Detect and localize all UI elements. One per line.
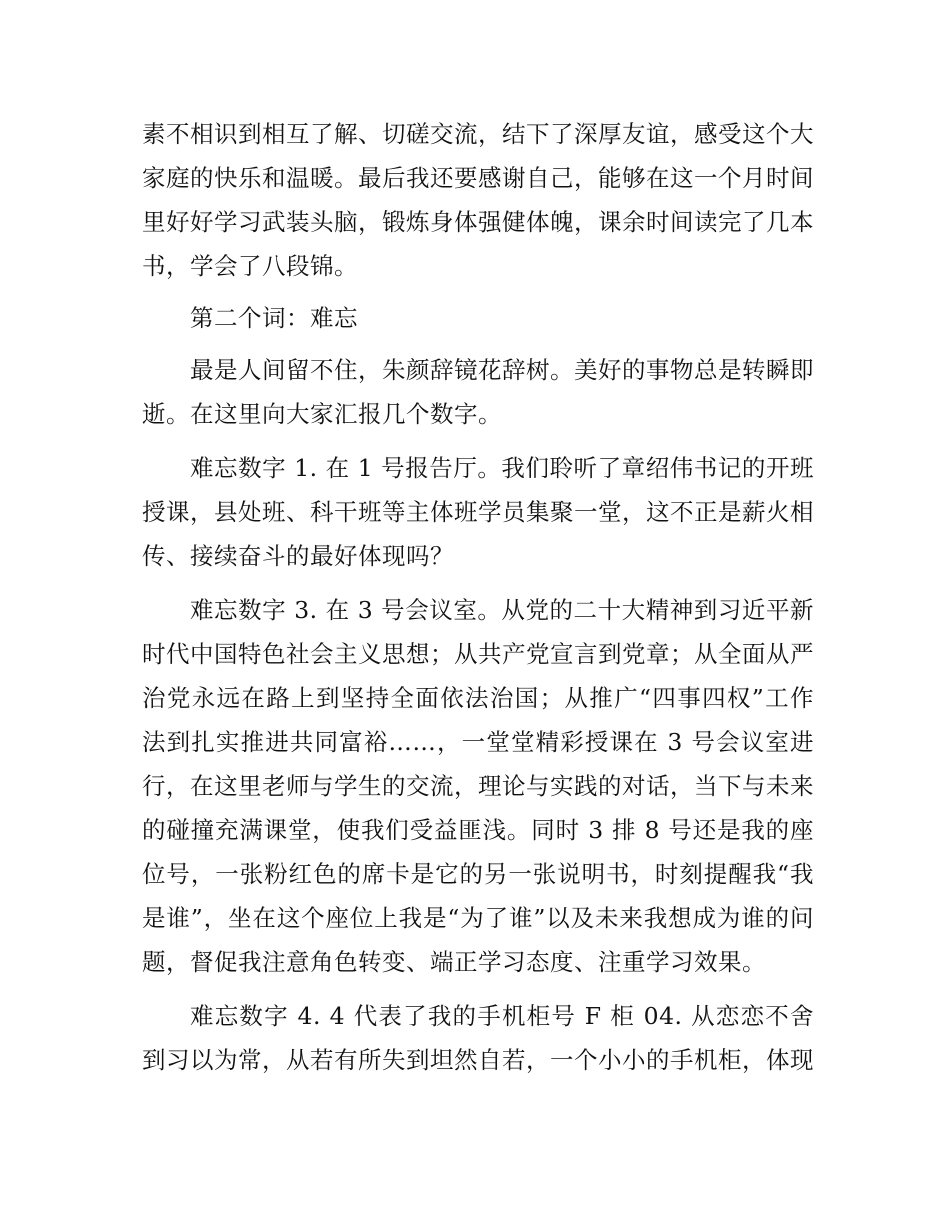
paragraph-number-3: 难忘数字 3. 在 3 号会议室。从党的二十大精神到习近平新时代中国特色社会主义思想；从共产党宣言到党章；从全面从严治党永远在路上到坚持全面依法治国；从推广“四事四权”工作法到扎实推进共同富裕……，一堂堂精彩授课在 3 号会议室进行，在这里老师与学生的交流，理论与实践的对话，当下与未来的碰撞充满课堂，使我们受益匪浅。同时 3 排 8 号还是我的座位号，一张粉红色的席卡是它的另一张说明书，时刻提醒我“我是谁”，坐在这个座位上我是“为了谁”以及未来我想成为谁的问题，督促我注意角色转变、端正学习态度、注重学习效果。 (142, 596, 814, 976)
section-heading-second-word: 第二个词：难忘 (190, 304, 358, 332)
paragraph-number-4: 难忘数字 4. 4 代表了我的手机柜号 F 柜 04. 从恋恋不舍到习以为常，从若有所失到坦然自若，一个小小的手机柜，体现 (142, 1002, 814, 1074)
paragraph-continuation: 素不相识到相互了解、切磋交流，结下了深厚友谊，感受这个大家庭的快乐和温暖。最后我还要感谢自己，能够在这一个月时间里好好学习武装头脑，锻炼身体强健体魄，课余时间读完了几本书，学会了八段锦。 (142, 120, 814, 280)
paragraph-intro-numbers: 最是人间留不住，朱颜辞镜花辞树。美好的事物总是转瞬即逝。在这里向大家汇报几个数字。 (142, 356, 814, 428)
document-page (142, 112, 814, 1082)
paragraph-number-1: 难忘数字 1. 在 1 号报告厅。我们聆听了章绍伟书记的开班授课，县处班、科干班等主体班学员集聚一堂，这不正是薪火相传、接续奋斗的最好体现吗？ (142, 454, 814, 570)
